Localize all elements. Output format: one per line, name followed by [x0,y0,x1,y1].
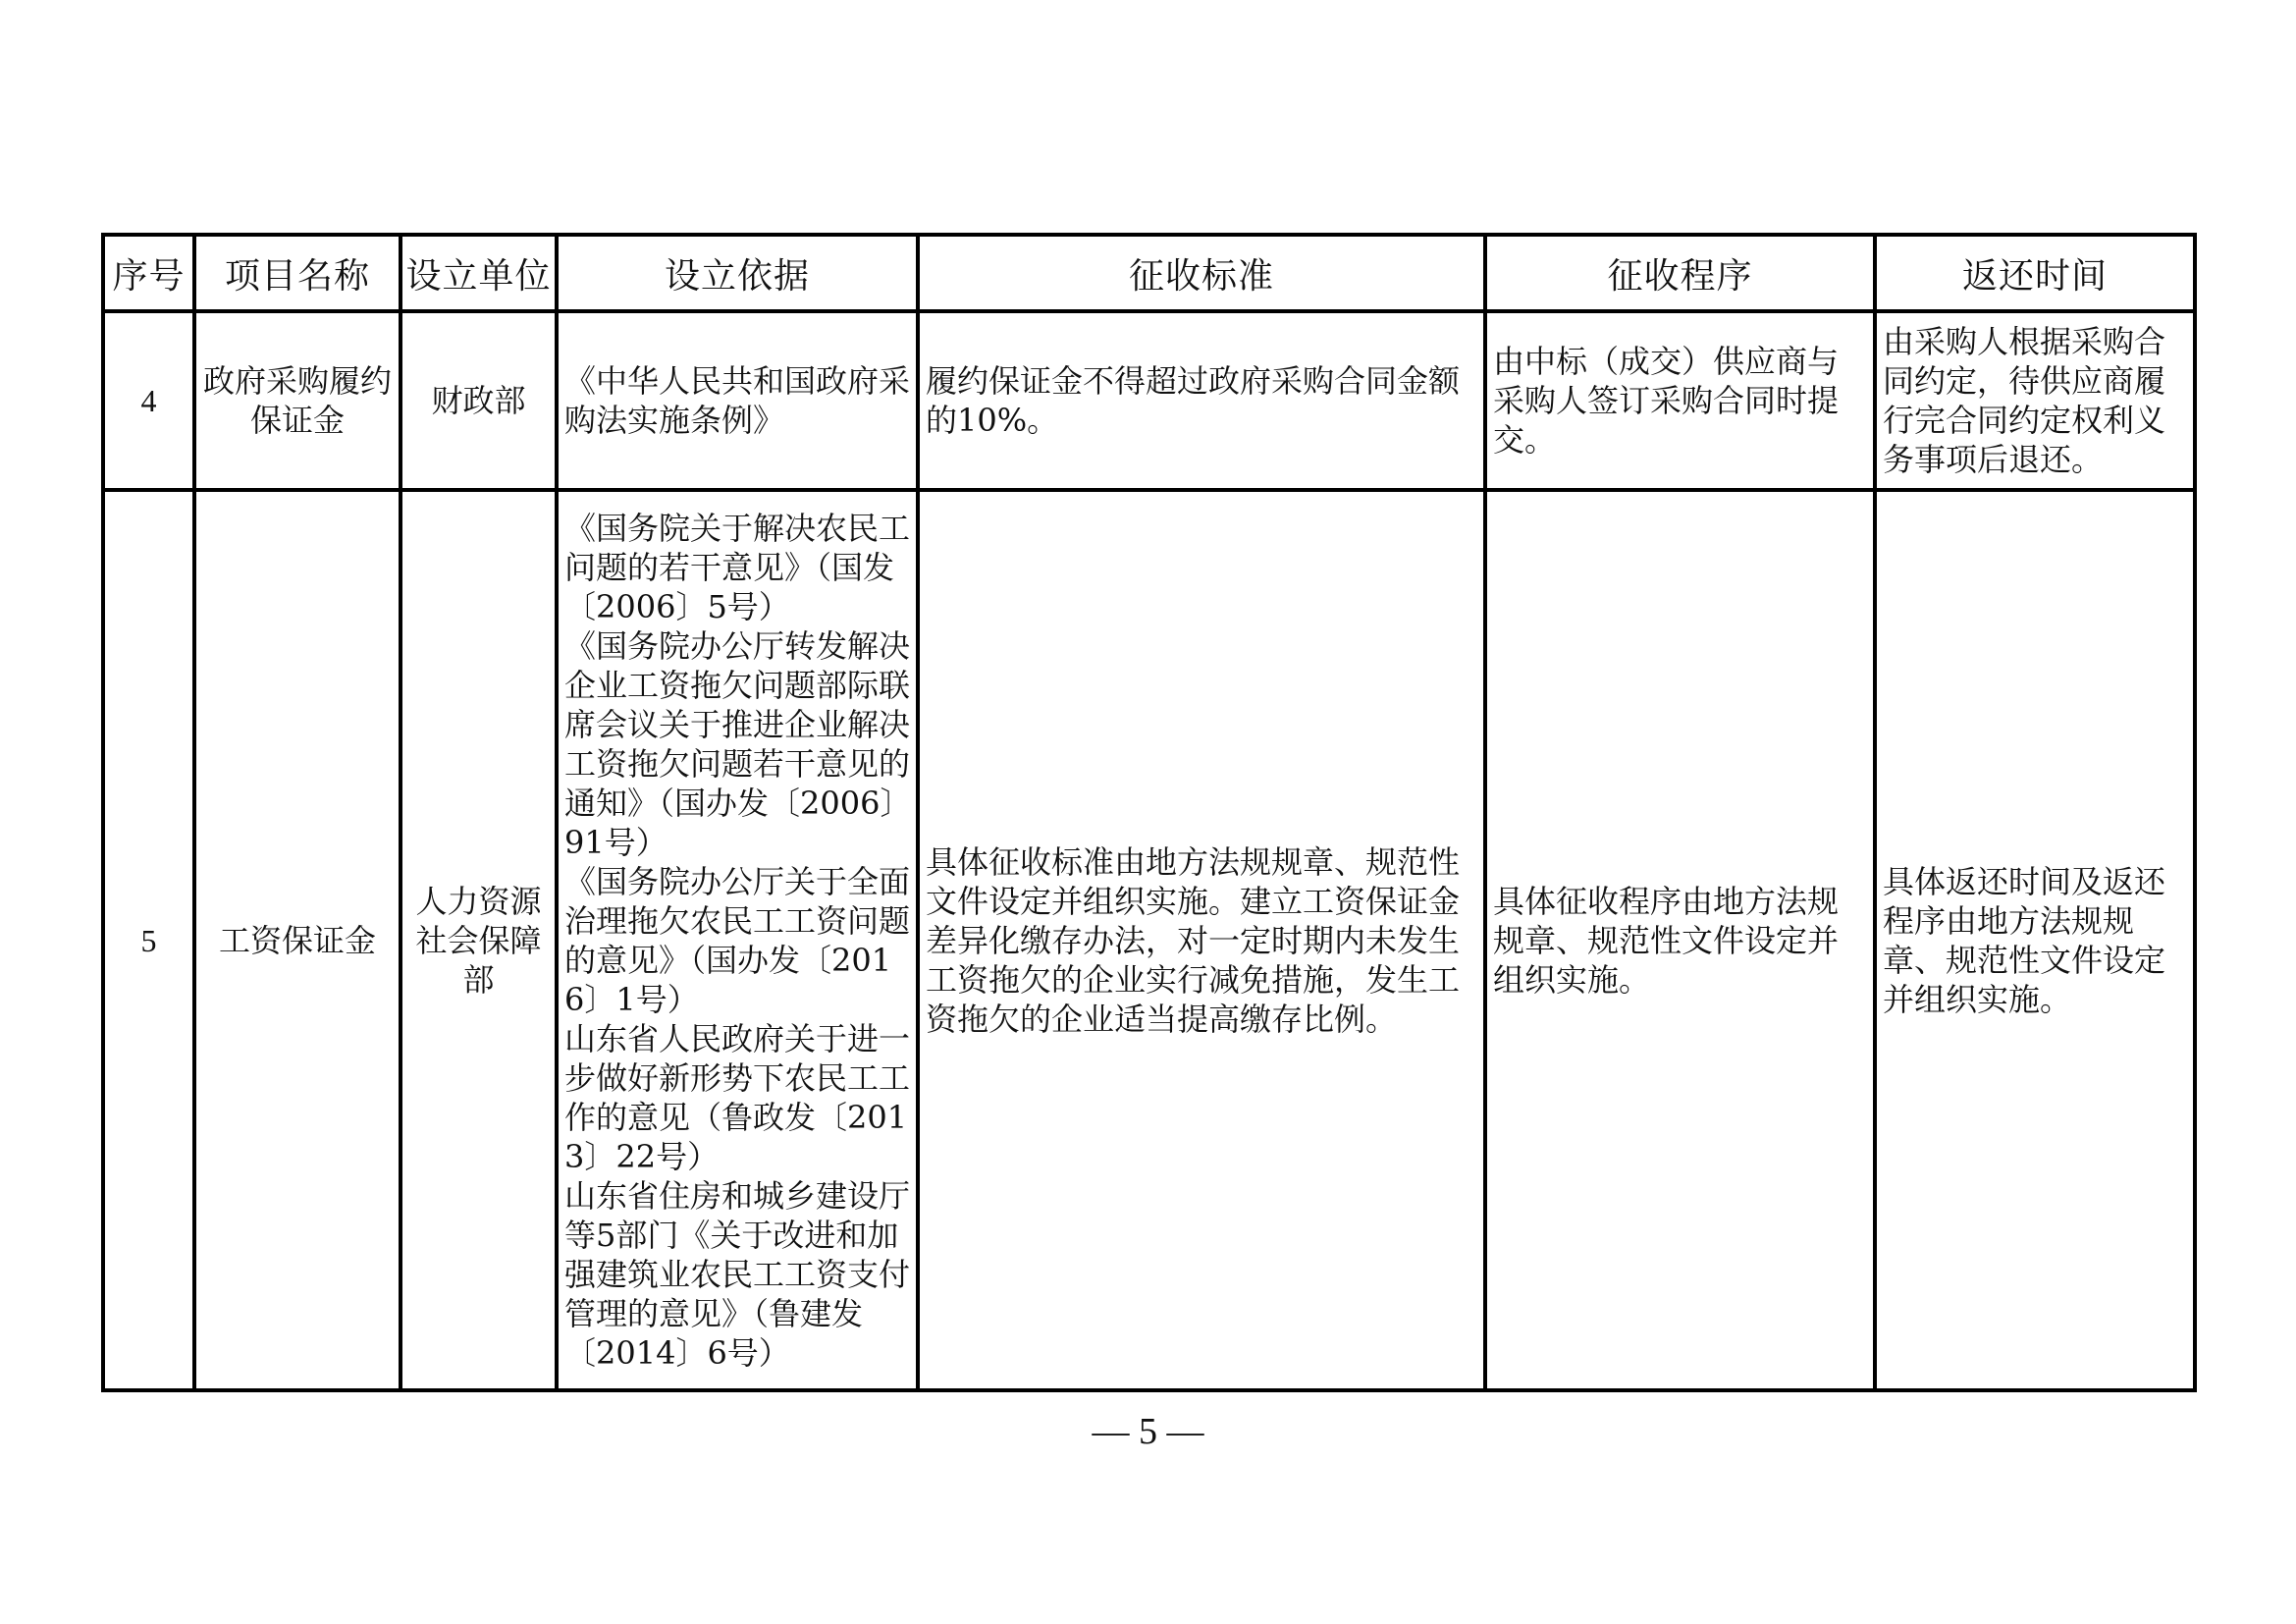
cell-unit: 财政部 [400,311,557,490]
basis-item: 山东省住房和城乡建设厅等5部门《关于改进和加强建筑业农民工工资支付管理的意见》（鲁建发〔2014〕6号） [564,1176,911,1372]
table-row [103,311,2195,490]
header-standard: 征收标准 [918,235,1485,311]
basis-item: 《中华人民共和国政府采购法实施条例》 [564,362,911,439]
cell-basis [557,311,918,490]
header-unit: 设立单位 [400,235,557,311]
cell-seq: 5 [103,490,194,1390]
header-name: 项目名称 [194,235,400,311]
basis-item: 《国务院关于解决农民工问题的若干意见》（国发〔2006〕5号） [564,509,911,625]
cell-unit: 人力资源社会保障部 [400,490,557,1390]
header-procedure: 征收程序 [1485,235,1875,311]
header-basis: 设立依据 [557,235,918,311]
cell-seq: 4 [103,311,194,490]
header-seq: 序号 [103,235,194,311]
cell-name: 政府采购履约保证金 [194,311,400,490]
basis-item: 山东省人民政府关于进一步做好新形势下农民工工作的意见（鲁政发〔2013〕22号） [564,1019,911,1175]
cell-standard: 具体征收标准由地方法规规章、规范性文件设定并组织实施。建立工资保证金差异化缴存办法，对一定时期内未发生工资拖欠的企业实行减免措施，发生工资拖欠的企业适当提高缴存比例。 [918,490,1485,1390]
table-row [103,490,2195,1390]
page-number: — 5 — [1092,1411,1204,1452]
cell-return-time: 具体返还时间及返还程序由地方法规规章、规范性文件设定并组织实施。 [1875,490,2195,1390]
cell-name: 工资保证金 [194,490,400,1390]
basis-item: 《国务院办公厅转发解决企业工资拖欠问题部际联席会议关于推进企业解决工资拖欠问题若干意见的通知》（国办发〔2006〕91号） [564,626,911,861]
cell-procedure: 由中标（成交）供应商与采购人签订采购合同时提交。 [1485,311,1875,490]
header-return-time: 返还时间 [1875,235,2195,311]
cell-standard: 履约保证金不得超过政府采购合同金额的10%。 [918,311,1485,490]
table-header-row [103,235,2195,311]
basis-item: 《国务院办公厅关于全面治理拖欠农民工工资问题的意见》（国办发〔2016〕1号） [564,862,911,1018]
cell-procedure: 具体征收程序由地方法规规章、规范性文件设定并组织实施。 [1485,490,1875,1390]
deposit-items-table [101,233,2197,1392]
cell-return-time: 由采购人根据采购合同约定，待供应商履行完合同约定权利义务事项后退还。 [1875,311,2195,490]
cell-basis [557,490,918,1390]
